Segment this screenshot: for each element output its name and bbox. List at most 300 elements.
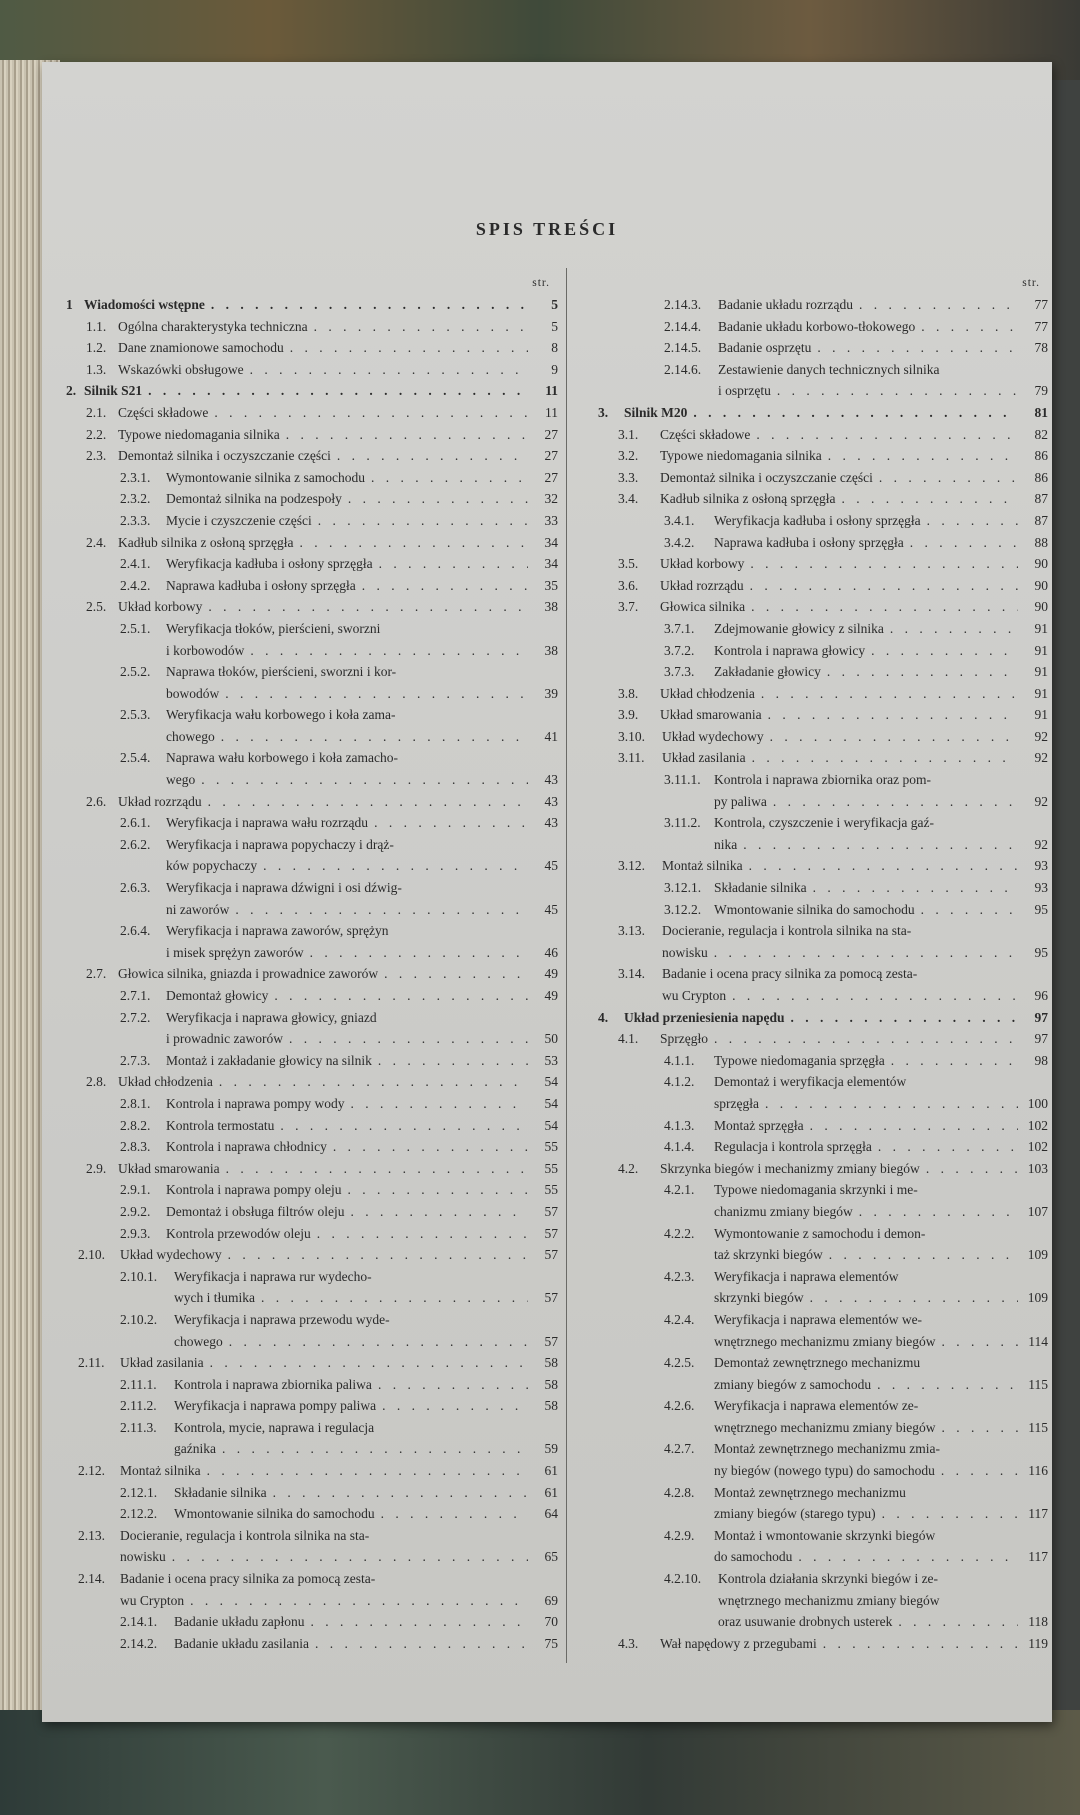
toc-entry [66,1244,558,1266]
dot-leader [310,1611,528,1633]
dot-leader [761,683,1018,705]
toc-entry [66,834,558,877]
toc-page-number: 43 [544,793,558,809]
toc-page-number: 91 [1034,642,1048,658]
toc-entry-number: 2.7. [86,966,107,982]
toc-page-number: 92 [1034,836,1048,852]
toc-page-number: 116 [1028,1463,1048,1479]
toc-page-number: 55 [544,1182,558,1198]
dot-leader [732,985,1018,1007]
toc-entry-title: Montaż sprzęgła [714,1117,804,1133]
toc-entry [598,1223,1048,1266]
toc-page-number: 69 [544,1592,558,1608]
dot-leader [211,294,528,316]
toc-entry [66,1201,558,1223]
toc-page-number: 92 [1034,793,1048,809]
toc-page-number: 118 [1028,1614,1048,1630]
toc-entry-number: 1.1. [86,318,107,334]
dot-leader [228,1244,528,1266]
toc-entry [66,445,558,467]
toc-page-number: 109 [1027,1247,1048,1263]
toc-page-number: 43 [544,772,558,788]
toc-entry [66,575,558,597]
dot-leader [350,1093,528,1115]
toc-page-number: 107 [1027,1203,1048,1219]
toc-entry-title: Wał napędowy z przegubami [660,1635,817,1651]
dot-leader [871,640,1018,662]
toc-entry-number: 2.9.1. [120,1182,151,1198]
dot-leader [286,424,528,446]
toc-page-number: 91 [1034,664,1048,680]
toc-entry-title: Montaż i zakładanie głowicy na silnik [166,1052,372,1068]
toc-entry [66,1309,558,1352]
toc-entry-number: 2.6.3. [120,880,151,896]
toc-page-number: 11 [545,404,558,420]
dot-leader [214,402,528,424]
toc-entry-number: 4.3. [618,1635,639,1651]
toc-entry [66,337,558,359]
toc-entry-title: Typowe niedomagania silnika [118,426,280,442]
toc-page-number: 115 [1028,1419,1048,1435]
dot-leader [378,1374,528,1396]
toc-entry [598,963,1048,1006]
dot-leader [910,532,1018,554]
toc-column-left [66,272,558,1654]
toc-entry-number: 2.7.3. [120,1052,151,1068]
toc-entry-number: 2.9.2. [120,1203,151,1219]
toc-page-number: 82 [1034,426,1048,442]
dot-leader [751,596,1018,618]
toc-entry-title: Układ smarowania [660,707,762,723]
toc-entry-number: 3.7.1. [664,620,695,636]
dot-leader [942,1331,1018,1353]
toc-entry-number: 3.14. [618,966,645,982]
dot-leader [813,877,1018,899]
toc-entry-number: 2.11.2. [120,1398,157,1414]
toc-page-number: 5 [551,297,558,312]
dot-leader [927,510,1018,532]
toc-page-number: 49 [544,966,558,982]
toc-entry [598,575,1048,597]
dot-leader [299,532,528,554]
toc-page-number: 54 [544,1074,558,1090]
toc-entry-number: 4.2.6. [664,1398,695,1414]
toc-entry [598,618,1048,640]
toc-entry-number: 2.7.2. [120,1009,151,1025]
toc-entry [66,1611,558,1633]
toc-page-number: 102 [1027,1117,1048,1133]
toc-entry [598,640,1048,662]
toc-entry-title: gaźnika [174,1441,216,1457]
toc-entry-title: Weryfikacja i naprawa pompy paliwa [174,1398,377,1414]
dot-leader [765,1093,1018,1115]
toc-entry-title: ni zaworów [166,901,230,917]
toc-page-number: 33 [544,512,558,528]
dot-leader [879,467,1018,489]
toc-entry-number: 3.10. [618,728,645,744]
toc-entry [598,402,1048,424]
toc-page-number: 77 [1034,297,1048,312]
toc-entry [598,1050,1048,1072]
toc-entry-title: Kontrola, czyszczenie i weryfikacja gaź- [714,815,935,831]
toc-entry-number: 4.1.2. [664,1074,695,1090]
toc-entry-title: Weryfikacja i naprawa rur wydecho- [174,1268,372,1284]
toc-entry [66,359,558,381]
toc-entry-number: 2.9.3. [120,1225,151,1241]
toc-page-number: 45 [544,858,558,874]
toc-entry-number: 3.6. [618,577,639,593]
dot-leader [318,510,528,532]
dot-leader [768,704,1018,726]
toc-entry-title: Wymontowanie z samochodu i demon- [714,1225,926,1241]
toc-entry-number: 4.2.5. [664,1355,695,1371]
toc-entry-number: 2.5. [86,599,107,615]
toc-entry [598,812,1048,855]
dot-leader [714,1028,1018,1050]
toc-entry-number: 4.2.3. [664,1268,695,1284]
toc-entry [598,424,1048,446]
toc-entry-number: 2.14.6. [664,361,702,377]
toc-page-number: 57 [544,1333,558,1349]
toc-entry-number: 4.1.1. [664,1052,695,1068]
toc-entry-title: nowisku [120,1549,166,1565]
toc-entry-title: wu Crypton [662,988,727,1003]
dot-leader [921,316,1018,338]
toc-entry-title: Montaż silnika [120,1463,201,1479]
toc-entry [598,1395,1048,1438]
dot-leader [210,1352,528,1374]
toc-entry-number: 4.2.4. [664,1311,695,1327]
toc-entry-title: Kontrola i naprawa zbiornika paliwa [174,1376,372,1392]
dot-leader [770,726,1018,748]
dot-leader [942,1417,1018,1439]
dot-leader [898,1611,1018,1633]
dot-leader [384,963,528,985]
toc-entry-number: 2.3.1. [120,469,151,485]
toc-entry-number: 4.1.3. [664,1117,695,1133]
toc-page-number: 90 [1034,556,1048,572]
dot-leader [379,553,528,575]
toc-entry [66,380,558,402]
toc-page-number: 5 [551,318,558,334]
toc-entry [598,920,1048,963]
toc-page-number: 65 [544,1549,558,1565]
toc-entry-title: Układ chłodzenia [118,1074,213,1090]
toc-entry [66,1071,558,1093]
toc-entry-title: Typowe niedomagania skrzynki i me- [714,1182,918,1198]
toc-entry [66,1266,558,1309]
toc-entry-number: 1 [66,297,73,312]
dot-leader [756,424,1018,446]
dot-leader [190,1590,528,1612]
toc-page-number: 49 [544,988,558,1003]
toc-entry-title: Części składowe [118,404,209,420]
toc-entry [66,532,558,554]
toc-page-number: 100 [1027,1095,1048,1111]
toc-entry-title: Wiadomości wstępne [84,297,205,312]
dot-leader [859,294,1018,316]
toc-entry [598,1482,1048,1525]
dot-leader [941,1460,1018,1482]
toc-entry [598,596,1048,618]
toc-entry-number: 4.2.7. [664,1441,695,1457]
toc-entry-title: Badanie układu zapłonu [174,1614,305,1630]
dot-leader [208,791,528,813]
toc-entry-number: 3.13. [618,923,645,939]
toc-entry-number: 3.9. [618,707,639,723]
toc-page-number: 114 [1028,1333,1048,1349]
toc-page-number: 119 [1028,1635,1048,1651]
toc-entry-title: Układ korbowy [118,599,203,615]
toc-entry-number: 3.5. [618,556,639,572]
toc-page-number: 57 [544,1225,558,1241]
dot-leader [333,1136,528,1158]
dot-leader [877,1374,1018,1396]
toc-entry-number: 1.2. [86,340,107,356]
toc-entry [66,1503,558,1525]
toc-entry [66,812,558,834]
toc-page-number: 54 [544,1095,558,1111]
toc-entry-number: 2.8.3. [120,1139,151,1155]
toc-page-number: 57 [544,1203,558,1219]
toc-entry-title: Układ korbowy [660,556,745,572]
toc-entry-title: Wskazówki obsługowe [118,361,244,377]
book-page [42,62,1052,1722]
toc-entry-title: chowego [174,1333,223,1349]
toc-entry-number: 2.10.1. [120,1268,158,1284]
toc-entry-number: 3.7.3. [664,664,695,680]
toc-entry-title: Wmontowanie silnika do samochodu [714,901,915,917]
toc-entry [598,294,1048,316]
toc-entry-title: Weryfikacja i naprawa dźwigni i osi dźwig- [166,880,402,896]
toc-entry-title: Układ zasilania [662,750,746,766]
toc-page-number: 58 [544,1355,558,1371]
toc-page-number: 61 [544,1484,558,1500]
toc-entry-number: 2.11. [78,1355,105,1371]
toc-entry [66,985,558,1007]
toc-page-number: 38 [544,599,558,615]
toc-page-number: 81 [1034,404,1048,420]
toc-entry-title: ny biegów (nowego typu) do samochodu [714,1463,935,1479]
toc-page-number: 86 [1034,448,1048,464]
toc-entry-title: Silnik S21 [84,383,143,399]
toc-entry-title: Zakładanie głowicy [714,664,821,680]
toc-entry-title: Mycie i czyszczenie części [166,512,312,528]
toc-entry-title: Regulacja i kontrola sprzęgła [714,1139,872,1155]
dot-leader [841,488,1018,510]
dot-leader [693,402,1018,424]
toc-entry [598,1115,1048,1137]
toc-entry [598,488,1048,510]
toc-entry-number: 4.2.2. [664,1225,695,1241]
toc-entry [66,1482,558,1504]
toc-entry [598,445,1048,467]
toc-entry [66,1007,558,1050]
dot-leader [208,596,528,618]
toc-entry [66,877,558,920]
toc-page-number: 43 [544,815,558,831]
toc-entry-title: Kontrola i naprawa głowicy [714,642,866,658]
toc-entry-number: 3.12. [618,858,645,874]
toc-entry-number: 3.1. [618,426,639,442]
toc-entry-number: 2.12.1. [120,1484,158,1500]
toc-page-number: 53 [544,1052,558,1068]
toc-page-number: 92 [1034,750,1048,766]
toc-entry [66,1568,558,1611]
dot-leader [261,1287,528,1309]
toc-page-number: 79 [1034,383,1048,399]
toc-entry-title: Głowica silnika [660,599,746,615]
toc-entry-title: Badanie i ocena pracy silnika za pomocą zesta- [662,966,918,982]
dot-leader [362,575,528,597]
toc-page-number: 35 [544,577,558,593]
toc-entry-title: Kontrola, mycie, naprawa i regulacja [174,1419,375,1435]
background-bottom [0,1710,1080,1815]
dot-leader [317,1223,528,1245]
toc-page-number: 59 [544,1441,558,1457]
toc-entry-title: Weryfikacja wału korbowego i koła zama- [166,707,396,723]
toc-entry-title: i osprzętu [718,383,771,399]
toc-entry-title: Montaż zewnętrznego mechanizmu zmia- [714,1441,941,1457]
toc-entry-number: 2.6.2. [120,836,151,852]
toc-entry [66,510,558,532]
dot-leader [743,834,1018,856]
toc-entry-title: Kontrola i naprawa chłodnicy [166,1139,327,1155]
toc-entry-title: Demontaż i obsługa filtrów oleju [166,1203,345,1219]
toc-page-number: 64 [544,1506,558,1522]
toc-entry-title: Kontrola przewodów oleju [166,1225,311,1241]
page-title: SPIS TREŚCI [475,219,619,239]
toc-page-number: 115 [1028,1376,1048,1392]
toc-entry-number: 3.11.1. [664,772,701,788]
toc-entry-title: Kontrola i naprawa pompy oleju [166,1182,342,1198]
toc-entry [598,1438,1048,1481]
toc-entry-number: 2.3. [86,448,107,464]
toc-page-number: 96 [1034,988,1048,1003]
dot-leader [859,1201,1018,1223]
toc-entry-number: 2.8.2. [120,1117,151,1133]
toc-entry [598,661,1048,683]
toc-entry-title: Weryfikacja i naprawa elementów ze- [714,1398,919,1414]
toc-entry-title: Docieranie, regulacja i kontrola silnika na sta- [662,923,912,939]
toc-page-number: 117 [1028,1549,1048,1565]
dot-leader [378,1050,528,1072]
dot-leader [890,618,1018,640]
dot-leader [752,747,1018,769]
toc-entry [598,1136,1048,1158]
toc-entry-number: 2.6.1. [120,815,151,831]
toc-page-number: 93 [1034,858,1048,874]
toc-entries-left [66,294,558,1654]
toc-entry-number: 2.11.1. [120,1376,157,1392]
toc-page-number: 45 [544,901,558,917]
toc-entry-title: Sprzęgło [660,1031,708,1047]
toc-entry-title: Badanie osprzętu [718,340,812,356]
toc-entry-title: nowisku [662,944,708,960]
toc-entry-number: 4.2. [618,1160,639,1176]
toc-entry-number: 3.12.1. [664,880,702,896]
toc-page-number: 55 [544,1139,558,1155]
toc-entry-number: 4.2.10. [664,1571,702,1587]
toc-entry [598,877,1048,899]
toc-entry-title: Montaż i wmontowanie skrzynki biegów [714,1527,936,1543]
dot-leader [201,769,528,791]
toc-entry [598,532,1048,554]
toc-entry-title: Zestawienie danych technicznych silnika [718,361,940,377]
toc-entry-number: 2.14. [78,1571,105,1587]
dot-leader [315,1633,528,1655]
toc-entry [598,1158,1048,1180]
toc-entry-title: Układ smarowania [118,1160,220,1176]
toc-entry-number: 3.8. [618,685,639,701]
dot-leader [374,812,528,834]
toc-page-number: 95 [1034,944,1048,960]
toc-entry-title: Wmontowanie silnika do samochodu [174,1506,375,1522]
toc-entry-title: Układ chłodzenia [660,685,755,701]
dot-leader [371,467,528,489]
toc-entry-number: 4.2.8. [664,1484,695,1500]
toc-entry-title: Naprawa tłoków, pierścieni, sworzni i kor- [166,664,397,680]
toc-entry-number: 2.13. [78,1527,105,1543]
toc-entry-title: Typowe niedomagania silnika [660,448,822,464]
toc-entry-title: Skrzynka biegów i mechanizmy zmiany biegów [660,1160,920,1176]
toc-entry-title: Demontaż i weryfikacja elementów [714,1074,907,1090]
toc-entry [66,402,558,424]
dot-leader [273,1482,528,1504]
toc-entry-number: 2.10.2. [120,1311,158,1327]
toc-entry-number: 4.1. [618,1031,639,1047]
toc-page-number: 58 [544,1398,558,1414]
toc-entry-title: Montaż silnika [662,858,743,874]
toc-page-number: 93 [1034,880,1048,896]
dot-leader [263,855,528,877]
toc-entry-title: Układ rozrządu [660,577,744,593]
dot-leader [777,380,1018,402]
toc-page-number: 117 [1028,1506,1048,1522]
toc-entry-title: wnętrznego mechanizmu zmiany biegów [714,1333,936,1349]
toc-entry-title: wu Crypton [120,1592,185,1608]
toc-entry-number: 2.12.2. [120,1506,158,1522]
toc-entry-number: 2.14.2. [120,1635,158,1651]
toc-page-number: 11 [545,383,558,399]
dot-leader [172,1546,528,1568]
toc-entry-title: taż skrzynki biegów [714,1247,823,1263]
toc-entry-title: Naprawa kadłuba i osłony sprzęgła [166,577,356,593]
dot-leader [823,1633,1018,1655]
toc-entry [598,899,1048,921]
dot-leader [791,1007,1018,1029]
toc-page-number: 98 [1034,1052,1048,1068]
toc-entry [598,1007,1048,1029]
toc-entry [598,855,1048,877]
toc-entry [66,791,558,813]
dot-leader [810,1115,1018,1137]
toc-page-number: 50 [544,1031,558,1047]
toc-entry-number: 2.10. [78,1247,105,1263]
dot-leader [229,1331,528,1353]
toc-entry-title: Układ wydechowy [120,1247,222,1263]
toc-entry-title: Weryfikacja i naprawa elementów [714,1268,899,1284]
toc-entry [66,1115,558,1137]
toc-page-number: 57 [544,1247,558,1263]
toc-page-number: 88 [1034,534,1048,550]
toc-entry-title: oraz usuwanie drobnych usterek [718,1614,893,1630]
dot-leader [350,1201,528,1223]
toc-entry-number: 2.6.4. [120,923,151,939]
toc-entry-title: Dane znamionowe samochodu [118,340,284,356]
dot-leader [798,1546,1018,1568]
toc-page-number: 32 [544,491,558,507]
